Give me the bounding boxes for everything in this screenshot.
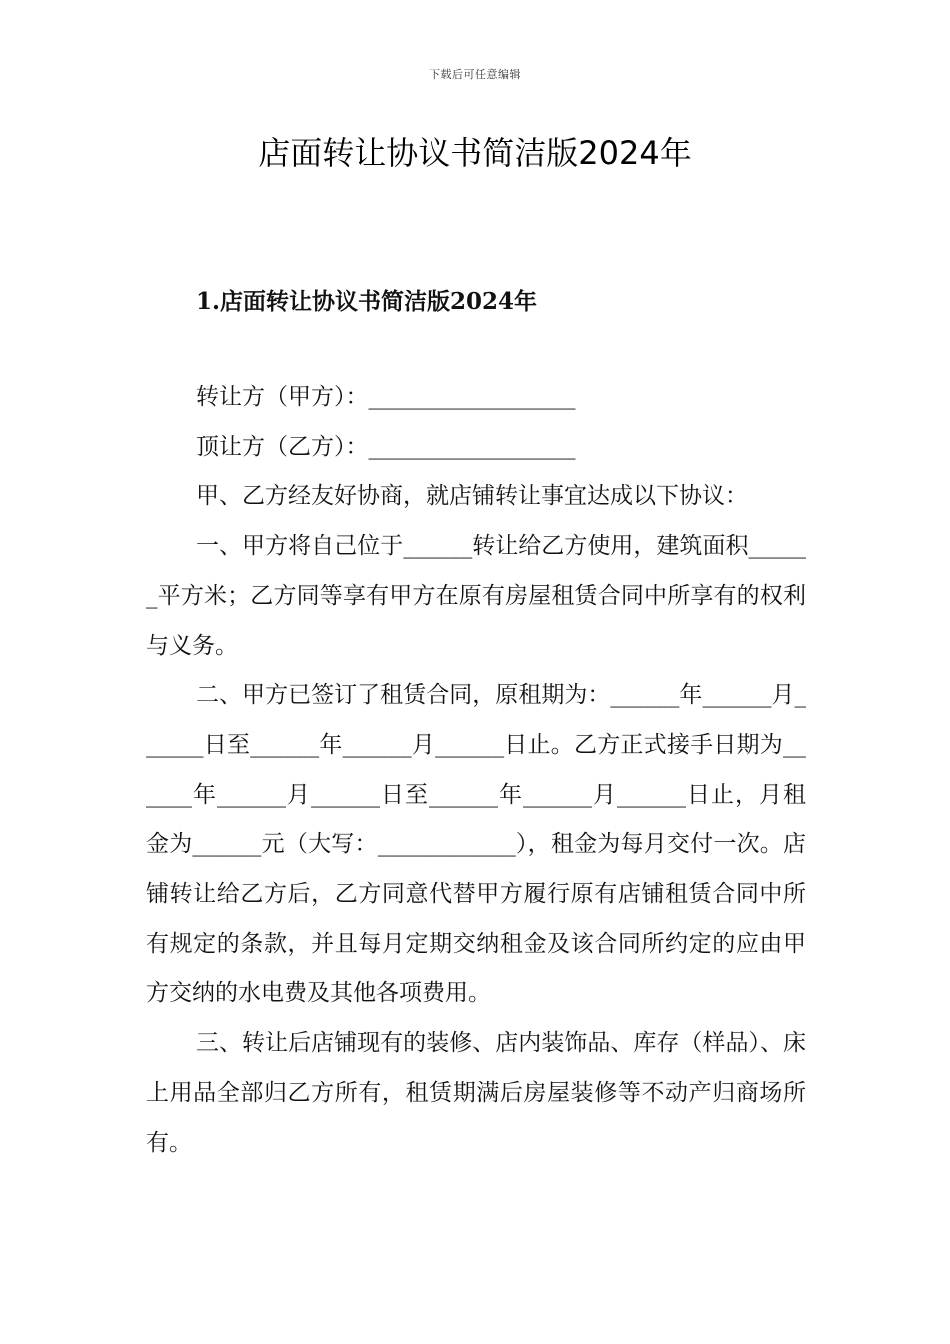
- section-title: 1.店面转让协议书简洁版2024年: [196, 288, 538, 315]
- document-title: 店面转让协议书简洁版2024年: [258, 134, 692, 172]
- header-note: 下载后可任意编辑: [429, 68, 521, 81]
- clause-three: 三、转让后店铺现有的装修、店内装饰品、库存（样品）、床上用品全部归乙方所有，租赁期满后房屋装修等不动产归商场所有。: [146, 1030, 806, 1156]
- agreement-intro: 甲、乙方经友好协商，就店铺转让事宜达成以下协议：: [196, 483, 748, 510]
- document-body: [146, 373, 806, 1168]
- clause-two: 二、甲方已签订了租赁合同，原租期为：______年______月______日至______年______月______日止。乙方正式接手日期为______年______月______日至______年______月______日止，月租金为______元（大写：____________），租金为每月交付一次。店铺转让给乙方后，乙方同意代替甲方履行原有店铺租赁合同中所有规定的条款，并且每月定期交纳租金及该合同所约定的应由甲方交纳的水电费及其他各项费用。: [146, 682, 806, 1007]
- clause-one: 一、甲方将自己位于______转让给乙方使用，建筑面积______平方米；乙方同等享有甲方在原有房屋租赁合同中所享有的权利与义务。: [146, 533, 806, 659]
- party-a-line: 转让方（甲方）：__________________: [196, 384, 576, 410]
- party-b-line: 顶让方（乙方）：__________________: [196, 433, 576, 460]
